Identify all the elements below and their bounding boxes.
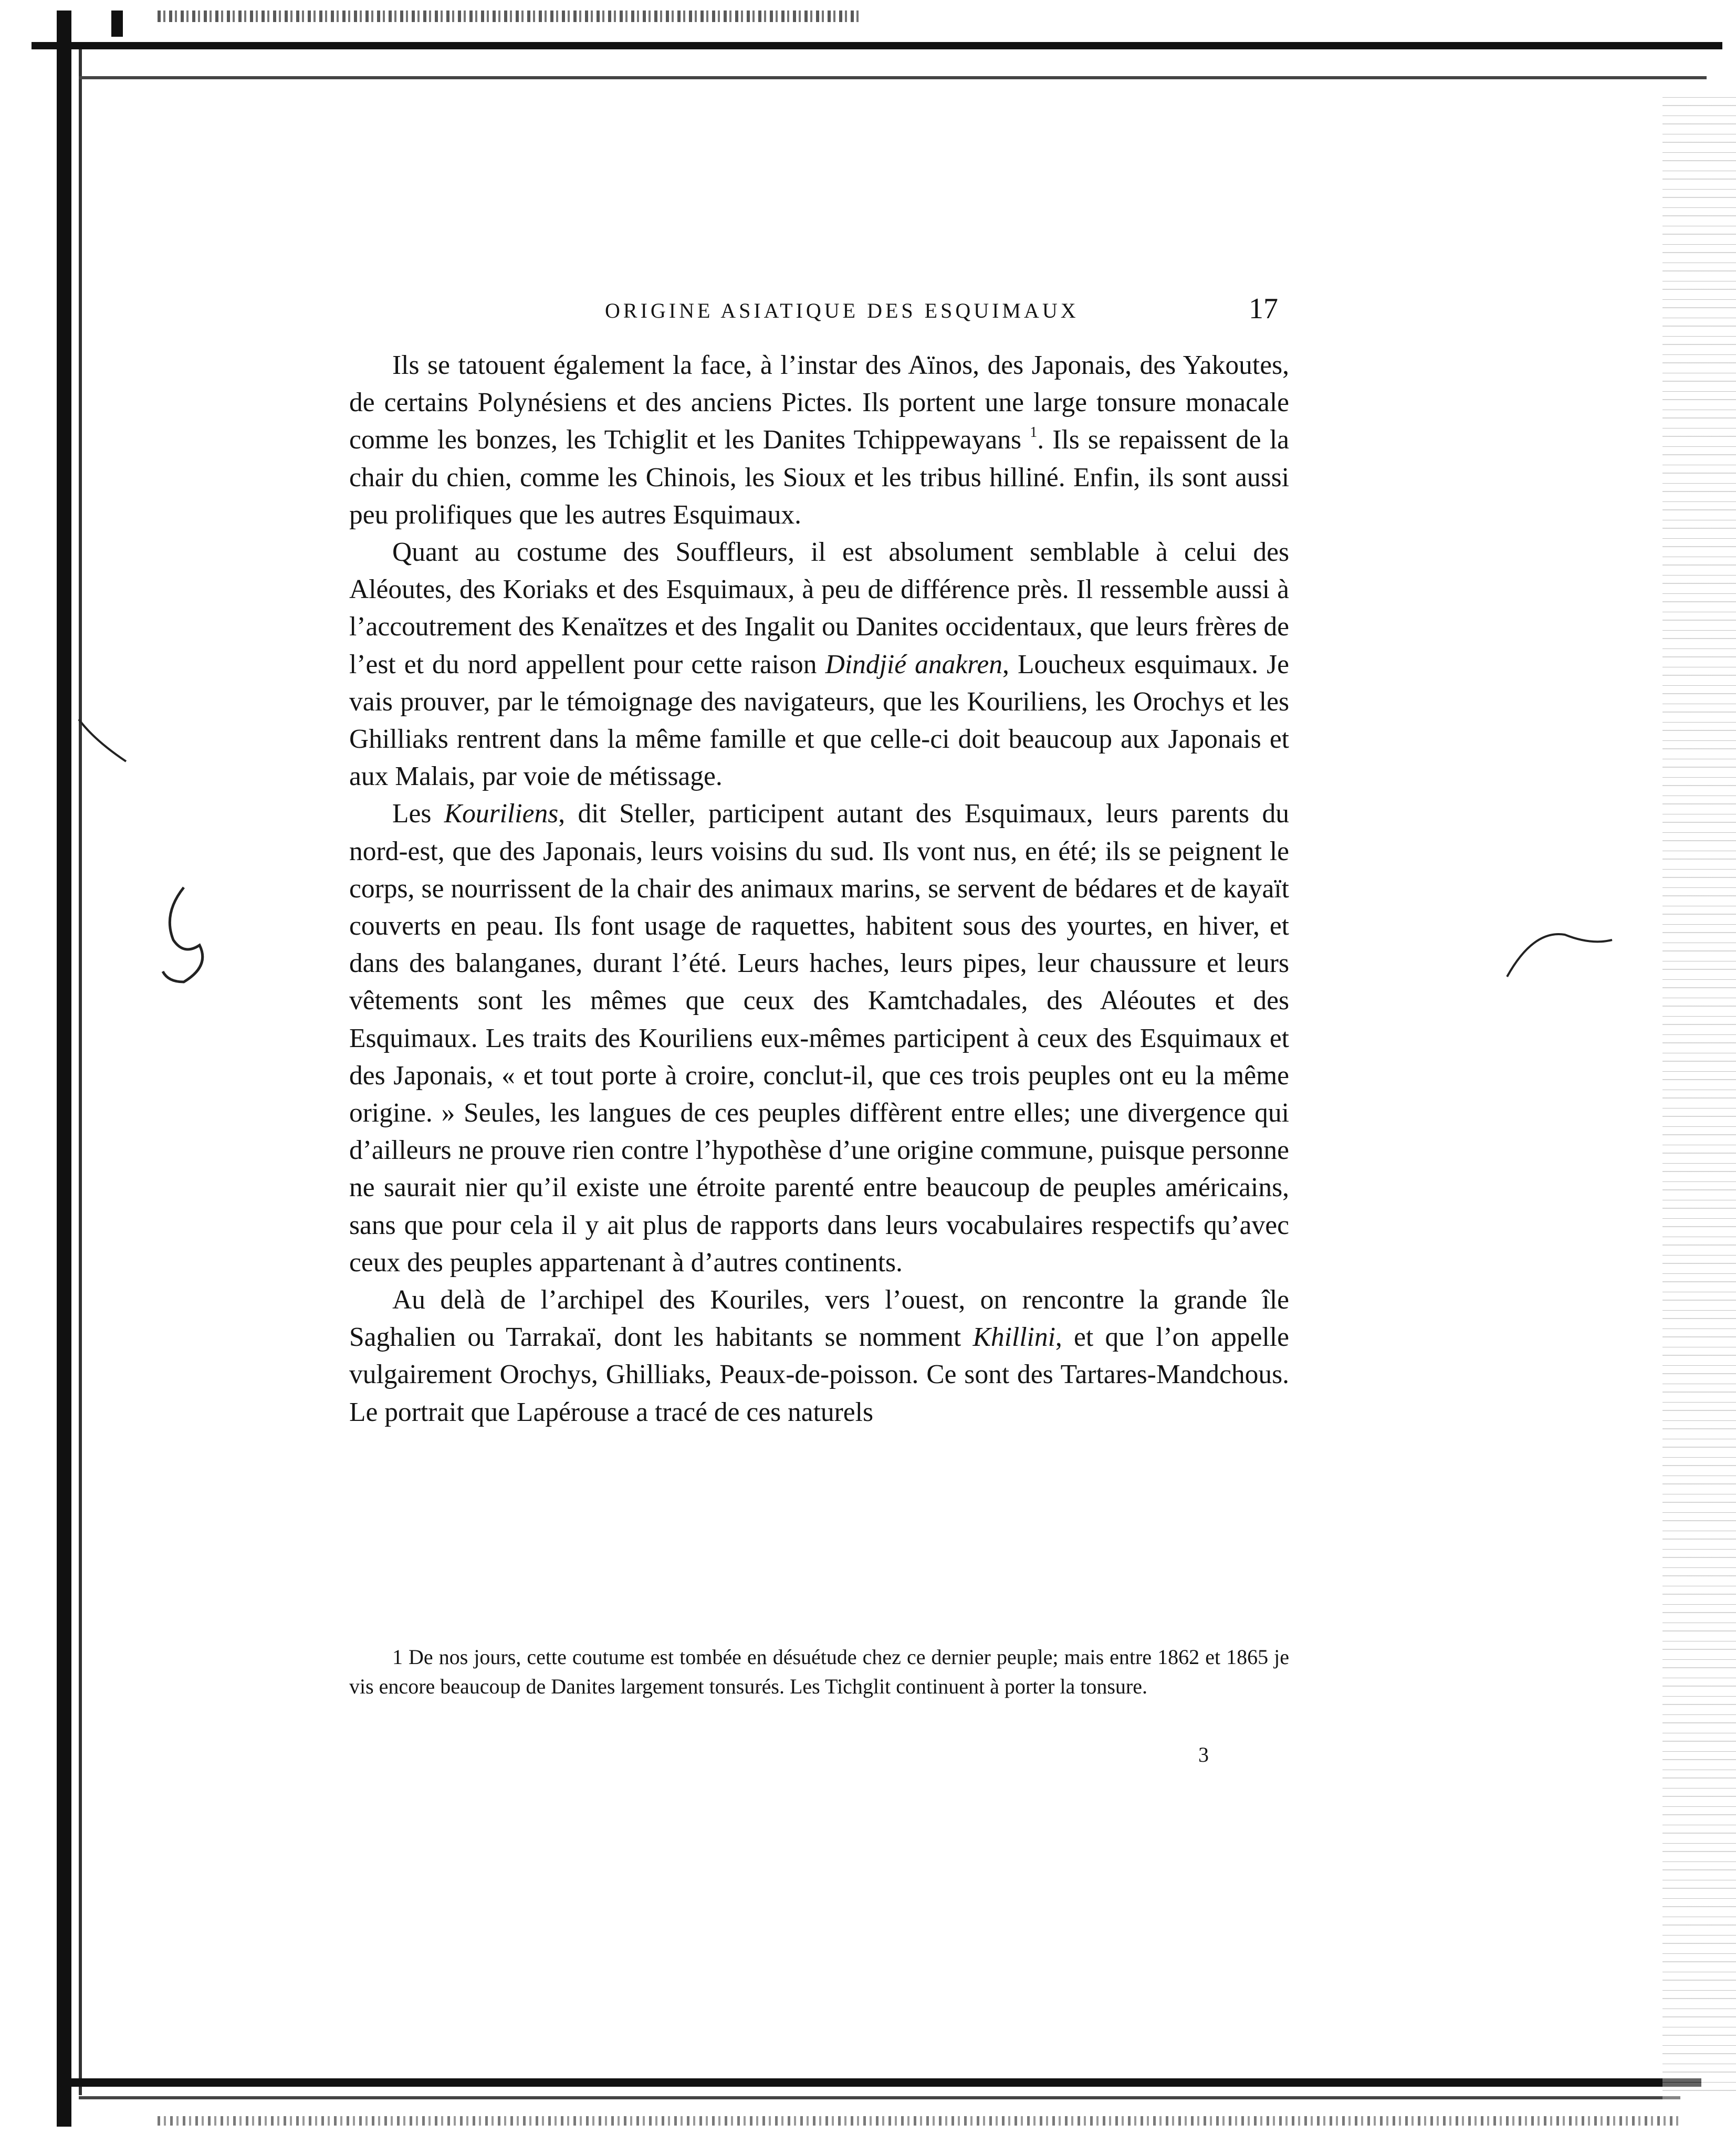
running-title: ORIGINE ASIATIQUE DES ESQUIMAUX — [605, 299, 1079, 322]
text-run: Les — [392, 799, 444, 829]
margin-mark-left-curl — [152, 882, 215, 987]
scan-border-bottom-inner — [79, 2096, 1680, 2099]
paragraph — [349, 1281, 1289, 1431]
scan-border-left — [57, 11, 71, 2127]
text-run: Quant au costume des Souffleurs, il est absolument semblable à celui des Aléoutes, des Koriaks et des Esquimaux, à peu de différence près. Il ressemble aussi à l’accoutrement des Kenaïtzes et des Ingalit ou Danites occidentaux, que leurs frères de l’est et du nord appellent pour cette raison — [349, 537, 1289, 679]
scan-mark-top — [111, 11, 123, 37]
footnote-ref: 1 — [1030, 424, 1038, 441]
italic-term: Kouriliens — [444, 799, 559, 829]
signature-mark: 3 — [1198, 1743, 1209, 1766]
scan-border-top — [32, 42, 1722, 49]
margin-mark-left-hook — [74, 714, 137, 767]
text-run: Au delà de l’archipel des Kouriles, vers l’ouest, on rencontre la grande île Saghalien ou Tarrakaï, dont les habitants se nomment — [349, 1285, 1289, 1353]
italic-term: Dindjié anakren — [825, 649, 1003, 679]
footnote: 1 De nos jours, cette coutume est tombée en désuétude chez ce dernier peuple; mais entre 1862 et 1865 je vis encore beaucoup de Danites largement tonsurés. Les Tichglit continuent à porter la tonsure. — [349, 1645, 1289, 1698]
italic-term: Khillini — [972, 1322, 1055, 1353]
scan-border-bottom — [63, 2078, 1701, 2087]
scan-noise-right — [1662, 95, 1736, 2100]
page-number: 17 — [1249, 292, 1278, 325]
text-run: , et que l’on appelle vulgairement Orochys, Ghilliaks, Peaux-de-poisson. Ce sont des Tartares-Mandchous. Le portrait que Lapérouse a tracé de ces naturels — [349, 1322, 1289, 1427]
text-run: , Loucheux esquimaux. Je vais prouver, par le témoignage des navigateurs, que les Kouriliens, les Orochys et les Ghilliaks rentrent dans la même famille et que celle-ci doit beaucoup aux Japonais et aux Malais, par voie de métissage. — [349, 649, 1290, 792]
body-text — [349, 347, 1289, 1431]
text-run: . Ils se repaissent de la chair du chien, comme les Chinois, les Sioux et les tribus hilliné. Enfin, ils sont aussi peu prolifiques que les autres Esquimaux. — [349, 425, 1289, 530]
scan-noise-bottom — [158, 2116, 1680, 2126]
paragraph — [349, 347, 1289, 534]
margin-mark-right-arc — [1502, 924, 1617, 987]
text-run: , dit Steller, participent autant des Esquimaux, leurs parents du nord-est, que des Japonais, leurs voisins du sud. Ils vont nus, en été; ils se peignent le corps, se nourrissent de la chair des animaux marins, se servent de bédares et de kayaït couverts en peau. Ils font usage de raquettes, habitent sous des yourtes, en hiver, et dans des balanganes, durant l’été. Leurs haches, leurs pipes, leur chaussure et leurs vêtements sont les mêmes que ceux des Kamtchadales, des Aléoutes et des Esquimaux. Les traits des Kouriliens eux-mêmes participent à ceux des Esquimaux et des Japonais, « et tout porte à croire, conclut-il, que ces trois peuples ont eu la même origine. » Seules, les langues de ces peuples diffèrent entre elles; une divergence qui d’ailleurs ne prouve rien contre l’hypothèse d’une origine commune, puisque personne ne saurait nier qu’il existe une étroite parenté entre beaucoup de peuples américains, sans que pour cela il y ait plus de rapports dans leurs vocabulaires respectifs qu’avec ceux des peuples appartenant à d’autres continents. — [349, 799, 1289, 1278]
scan-border-left-inner — [79, 47, 82, 2095]
scan-noise-top — [158, 11, 861, 22]
paragraph — [349, 795, 1289, 1281]
scan-border-top-inner — [79, 76, 1707, 79]
text-run: Ils se tatouent également la face, à l’instar des Aïnos, des Japonais, des Yakoutes, de certains Polynésiens et des anciens Pictes. Ils portent une large tonsure monacale comme les bonzes, les Tchiglit et les Danites Tchippewayans — [349, 350, 1289, 455]
paragraph — [349, 534, 1289, 795]
